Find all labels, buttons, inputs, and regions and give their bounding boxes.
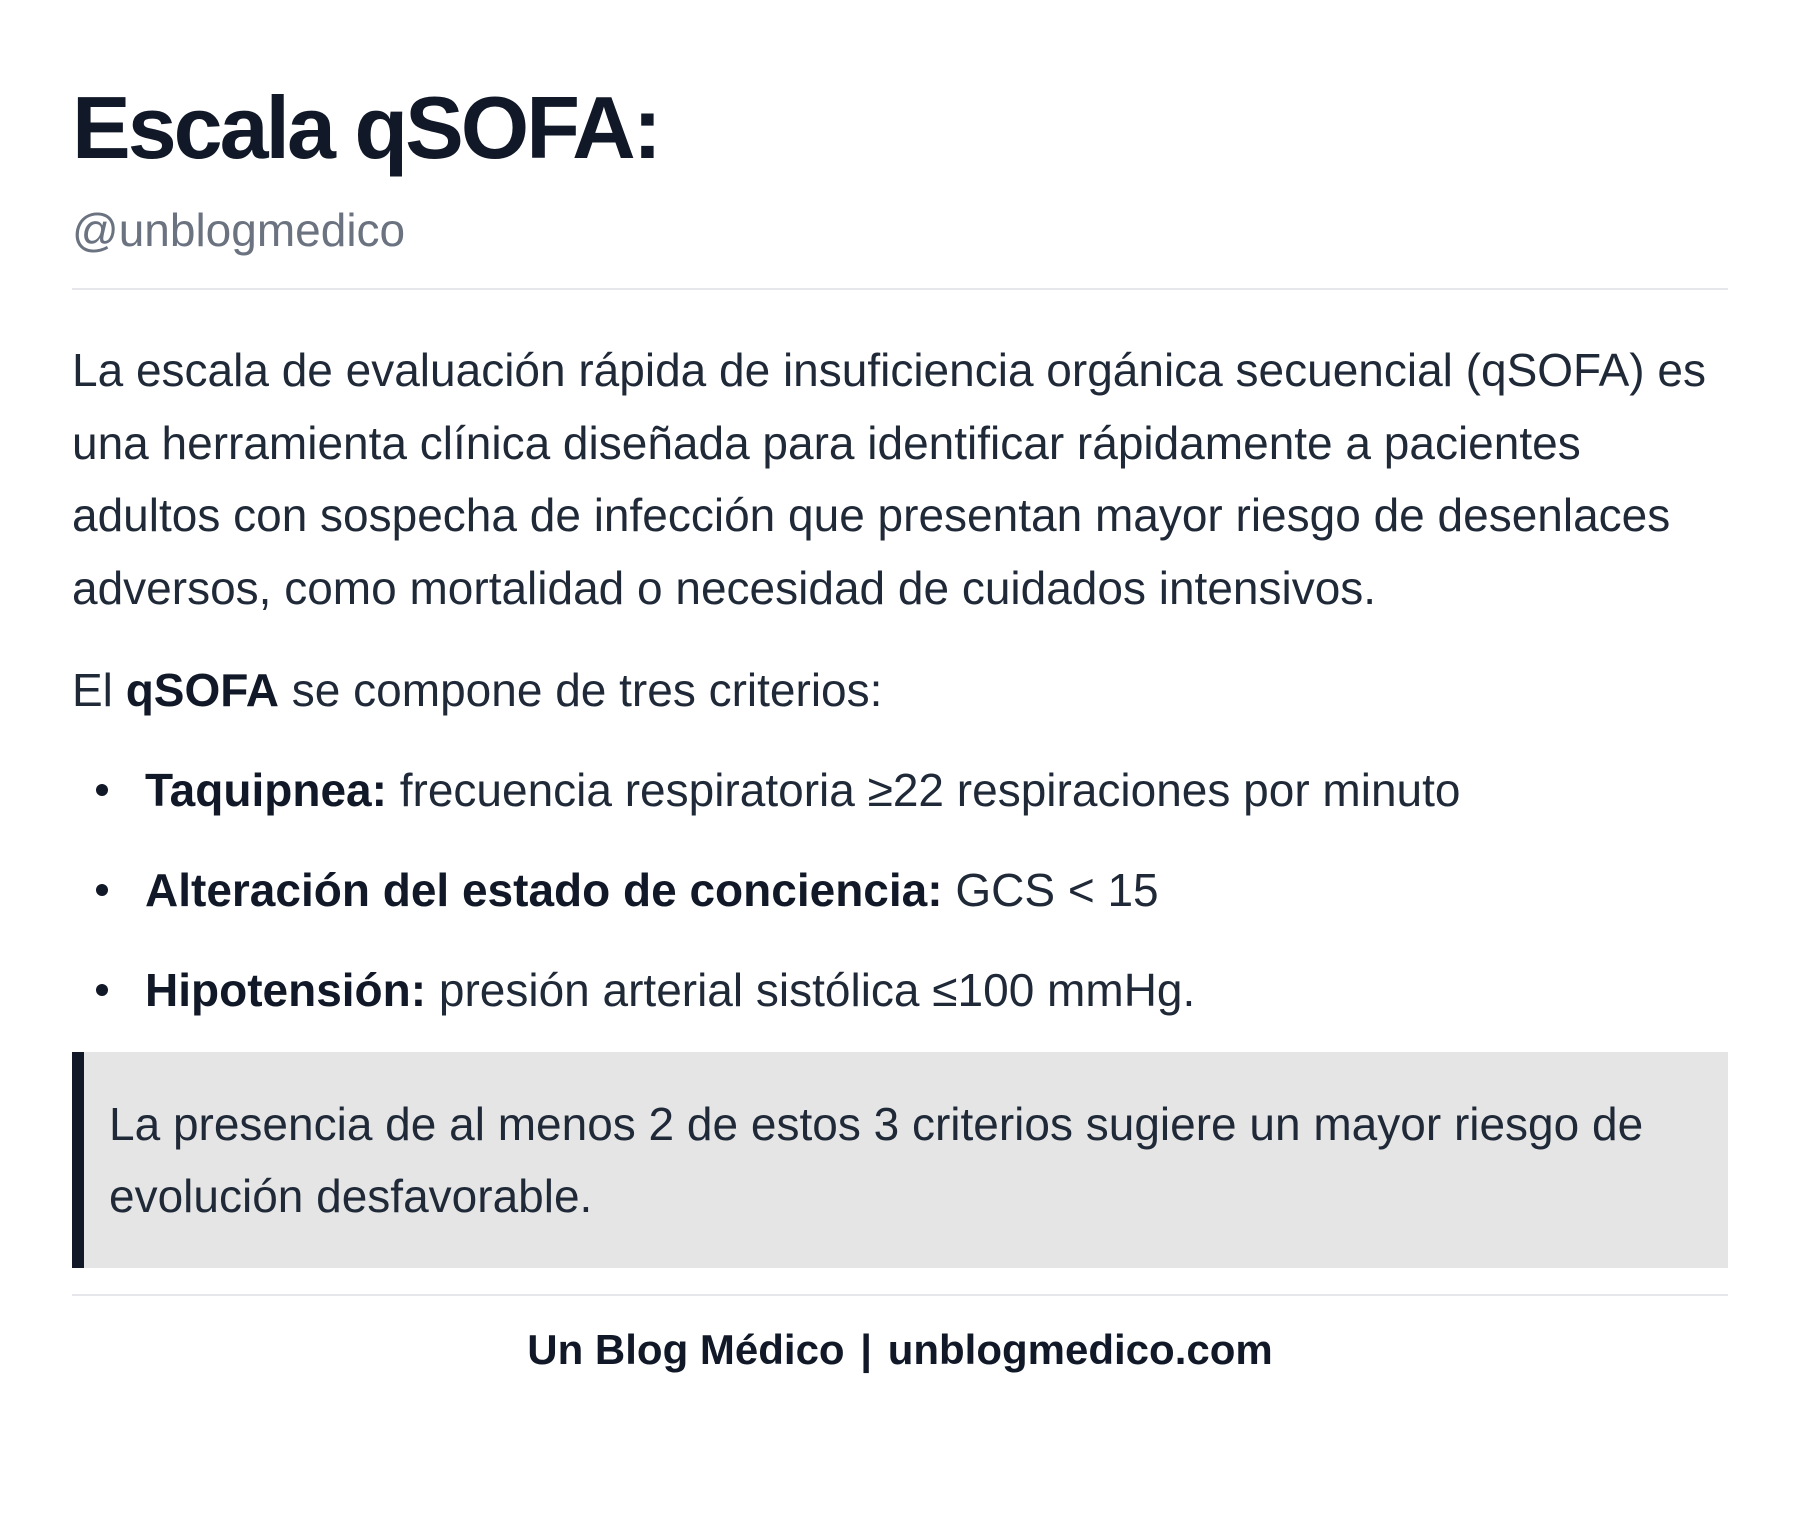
lead-bold: qSOFA <box>125 664 280 716</box>
criterion-term: Taquipnea: <box>145 764 387 816</box>
footer-divider <box>72 1294 1728 1296</box>
criterion-term: Alteración del estado de conciencia: <box>145 864 943 916</box>
list-item <box>72 852 1728 928</box>
bullet-icon <box>96 984 108 996</box>
criterion-text: frecuencia respiratoria ≥22 respiraciones por minuto <box>386 764 1461 816</box>
callout-quote: La presencia de al menos 2 de estos 3 criterios sugiere un mayor riesgo de evolución desfavorable. <box>72 1052 1728 1268</box>
criteria-lead <box>72 654 1728 726</box>
page-title: Escala qSOFA: <box>72 78 660 177</box>
header-divider <box>72 288 1728 290</box>
author-handle: @unblogmedico <box>72 204 406 256</box>
bullet-icon <box>96 884 108 896</box>
footer-separator: | <box>860 1326 873 1373</box>
criterion-text: presión arterial sistólica ≤100 mmHg. <box>426 964 1196 1016</box>
criteria-list <box>72 752 1728 1028</box>
footer <box>72 1322 1728 1378</box>
footer-site-link[interactable]: unblogmedico.com <box>887 1326 1273 1373</box>
intro-paragraph: La escala de evaluación rápida de insuficiencia orgánica secuencial (qSOFA) es una herramienta clínica diseñada para identificar rápidamente a pacientes adultos con sospecha de infección que presentan mayor riesgo de desenlaces adversos, como mortalidad o necesidad de cuidados intensivos. <box>72 344 1706 614</box>
list-item <box>72 752 1728 828</box>
criterion-term: Hipotensión: <box>145 964 427 1016</box>
footer-brand: Un Blog Médico <box>527 1326 845 1373</box>
bullet-icon <box>96 784 108 796</box>
lead-suffix: se compone de tres criterios: <box>279 664 883 716</box>
list-item <box>72 952 1728 1028</box>
lead-prefix: El <box>72 664 126 716</box>
criterion-text: GCS < 15 <box>942 864 1159 916</box>
